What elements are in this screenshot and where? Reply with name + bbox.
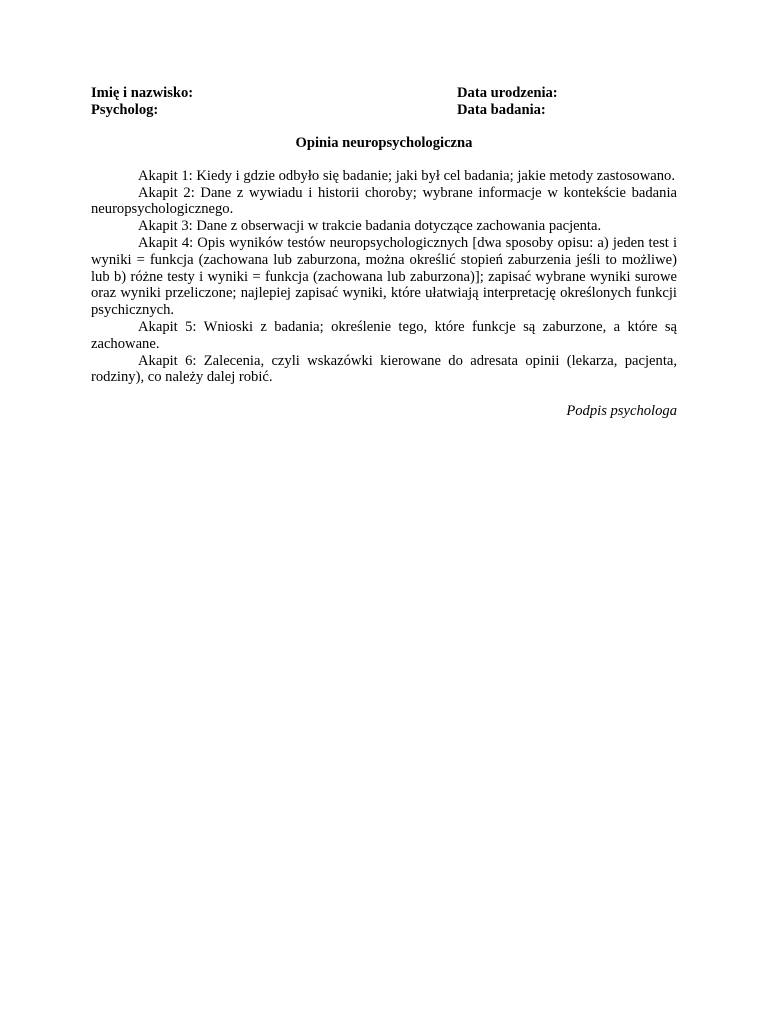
name-label: Imię i nazwisko:: [91, 85, 194, 101]
paragraph-4: Akapit 4: Opis wyników testów neuropsychologicznych [dwa sposoby opisu: a) jeden test i wyniki = funkcja (zachowana lub zaburzona, można określić stopień zaburzenia jeśli to możliwe) lub b) różne testy i wyniki = funkcja (zachowana lub zaburzona)]; zapisać wybrane wyniki surowe oraz wyniki przeliczone; najlepiej zapisać wyniki, które ułatwiają interpretację określonych funkcji psychicznych.: [91, 234, 677, 319]
signature-label: Podpis psychologa: [566, 403, 677, 420]
exam-date-label: Data badania:: [457, 102, 546, 118]
paragraph-3: Akapit 3: Dane z obserwacji w trakcie badania dotyczące zachowania pacjenta.: [138, 218, 602, 235]
paragraph-6: Akapit 6: Zalecenia, czyli wskazówki kierowane do adresata opinii (lekarza, pacjenta, rodziny), co należy dalej robić.: [91, 352, 677, 386]
header-row-2: [91, 102, 677, 119]
paragraph-2: Akapit 2: Dane z wywiadu i historii choroby; wybrane informacje w kontekście badania neuropsychologicznego.: [91, 184, 677, 218]
paragraph-5: Akapit 5: Wnioski z badania; określenie tego, które funkcje są zaburzone, a które są zachowane.: [91, 318, 677, 352]
header-row-1: [91, 85, 677, 102]
document-body: [91, 85, 677, 420]
birth-date-label: Data urodzenia:: [457, 85, 558, 101]
paragraph-1: Akapit 1: Kiedy i gdzie odbyło się badanie; jaki był cel badania; jakie metody zastosowano.: [138, 167, 675, 184]
document-title: Opinia neuropsychologiczna: [295, 135, 473, 151]
psychologist-label: Psycholog:: [91, 102, 159, 118]
